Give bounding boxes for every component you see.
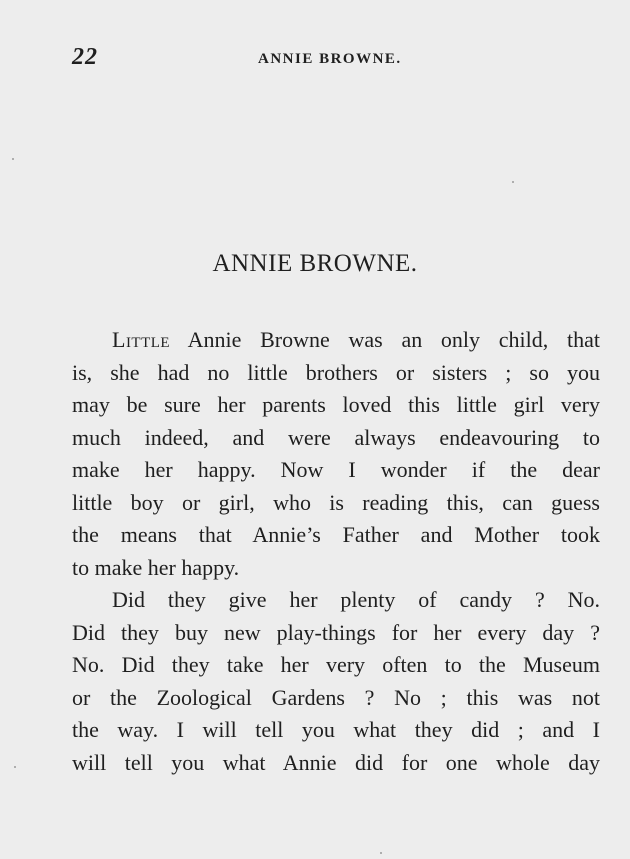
paragraph-1-line-7: the means that Annie’s Father and Mother took — [72, 522, 600, 547]
paragraph-1-line-1 — [72, 324, 600, 357]
paragraph-2-line-1: Did they give her plenty of candy ? No. — [112, 587, 600, 612]
paper-speck — [14, 766, 16, 768]
running-title: ANNIE BROWNE. — [258, 51, 402, 67]
dropcap-word: Little — [112, 327, 171, 352]
paragraph-1-line-6: little boy or girl, who is reading this, can guess — [72, 489, 600, 515]
paper-speck — [12, 158, 14, 160]
paragraph-2-line-5: the way. I will tell you what they did ; and I — [72, 717, 600, 742]
paragraph-1-line-8: to make her happy. — [72, 554, 240, 580]
paper-speck — [512, 181, 514, 183]
paragraph-1-line-4: much indeed, and were always endeavouring to — [72, 424, 600, 450]
page-number: 22 — [72, 44, 98, 70]
paragraph-2-line-3: No. Did they take her very often to the Museum — [72, 652, 600, 677]
paragraph-2-line-4: or the Zoological Gardens ? No ; this was not — [72, 684, 600, 710]
paragraph-1-line-2: is, she had no little brothers or sisters ; so you — [72, 359, 600, 385]
chapter-title: ANNIE BROWNE. — [212, 250, 418, 277]
paragraph-1-line-3: may be sure her parents loved this little girl very — [72, 392, 600, 417]
body-text — [72, 324, 600, 779]
first-line-rest: Annie Browne was an only child, that — [170, 327, 600, 352]
paper-speck — [380, 852, 382, 854]
running-head — [72, 44, 600, 74]
paragraph-2-line-6: will tell you what Annie did for one whole day — [72, 749, 600, 775]
paragraph-1-line-5: make her happy. Now I wonder if the dear — [72, 457, 600, 482]
paragraph-2-line-2: Did they buy new play-things for her every day ? — [72, 619, 600, 645]
